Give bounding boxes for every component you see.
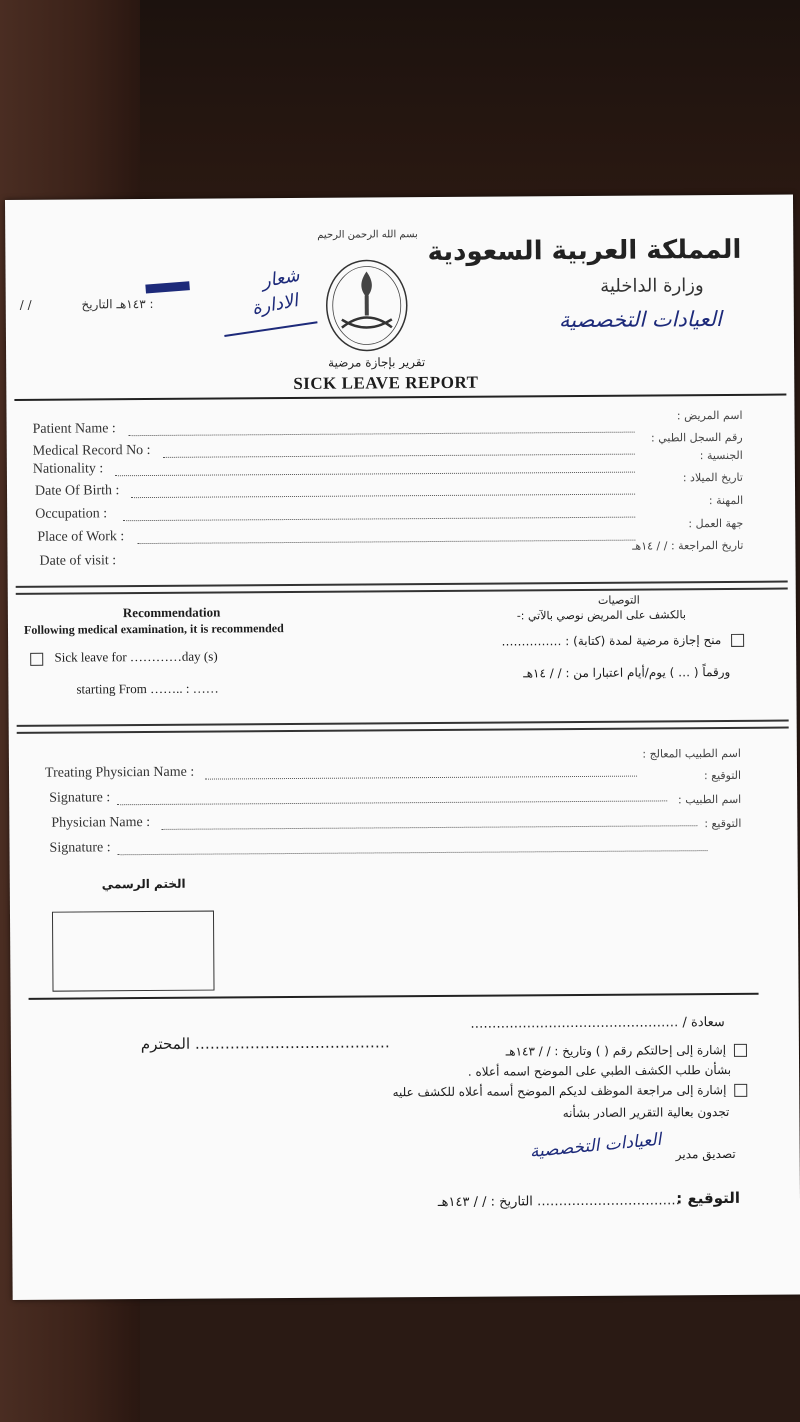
hand-underline <box>224 321 317 337</box>
date-of-visit-label: Date of visit : <box>39 553 117 569</box>
kingdom-title: المملكة العربية السعودية <box>427 234 742 268</box>
patient-name-label-ar: اسم المريض : <box>676 408 743 423</box>
record-no-label-ar: رقم السجل الطبي : <box>650 430 743 445</box>
patient-name-label: Patient Name : <box>32 421 116 437</box>
footer-ref-text: إشارة إلى إحالتكم رقم ( ) وتاريخ : / / ١٤٣هـ <box>505 1042 727 1059</box>
occupation-label: Occupation : <box>35 506 108 522</box>
title-ar: تقرير بإجازة مرضية <box>328 355 426 370</box>
sign-date: …………………………… التاريخ : / / ١٤٣هـ <box>437 1193 681 1211</box>
approval-handwritten: العيادات التخصصية <box>529 1129 663 1163</box>
occupation-line[interactable] <box>123 517 635 522</box>
recommendation-divider <box>17 720 789 734</box>
starting-from: starting From …….. : …… <box>76 680 219 697</box>
patient-name-line[interactable] <box>129 432 635 437</box>
sick-leave-text: Sick leave for …………day (s) <box>54 648 218 665</box>
referral-checkbox[interactable] <box>734 1044 747 1057</box>
saudi-emblem-icon <box>323 257 410 354</box>
sign-label: التوقيع : <box>676 1188 741 1208</box>
header-date <box>20 297 154 312</box>
place-of-work-line[interactable] <box>137 540 635 544</box>
sick-leave-checkbox-ar[interactable] <box>731 634 744 647</box>
occupation-label-ar: المهنة : <box>708 493 744 508</box>
clinic-handwritten: العيادات التخصصية <box>558 306 722 333</box>
footer-respected: ………………………………… المحترم <box>140 1033 390 1054</box>
footer-ref-line3-wrap <box>393 1083 748 1099</box>
recommendation-heading-ar: التوصيات <box>597 593 640 607</box>
ministry-title: وزارة الداخلية <box>600 275 704 297</box>
physician-name-label: Physician Name : <box>51 815 151 831</box>
sick-leave-option <box>30 649 218 666</box>
nationality-line[interactable] <box>115 472 635 477</box>
treating-physician-label: Treating Physician Name : <box>44 764 195 781</box>
recommendation-heading: Recommendation <box>122 604 221 621</box>
footer-greeting: سعادة / ………………………………………… <box>470 1014 725 1032</box>
sick-leave-form <box>5 194 800 1299</box>
place-of-work-label-ar: جهة العمل : <box>688 516 744 531</box>
basmala: بسم الله الرحمن الرحيم <box>317 229 418 241</box>
sick-leave-text-ar: منح إجازة مرضية لمدة (كتابة) : …………… <box>501 633 722 649</box>
signature-2-label-ar: التوقيع : <box>704 816 742 831</box>
header-date-label: التاريخ : <box>81 296 154 312</box>
date-of-visit-label-ar: تاريخ المراجعة : / / ١٤هـ <box>632 538 744 553</box>
sick-leave-option-ar <box>501 633 744 649</box>
signature-2-line[interactable] <box>118 850 708 855</box>
recommendation-subheading-ar: بالكشف على المريض نوصي بالآتي :- <box>516 608 686 623</box>
nationality-label: Nationality : <box>32 461 104 477</box>
place-of-work-label: Place of Work : <box>37 529 125 545</box>
title-en: SICK LEAVE REPORT <box>293 372 479 393</box>
treating-physician-line[interactable] <box>205 776 637 780</box>
approval-label: تصديق مدير <box>675 1146 736 1162</box>
sick-leave-checkbox[interactable] <box>30 652 43 665</box>
header-divider <box>14 394 786 401</box>
header-date-value: / / ١٤٣هـ <box>19 297 146 312</box>
desk-background-top <box>140 0 800 215</box>
footer-ref-line3: إشارة إلى مراجعة الموظف لديكم الموضح أسمه أعلاه للكشف عليه <box>392 1082 727 1100</box>
official-stamp-label: الختم الرسمي <box>101 876 186 892</box>
starting-from-ar: ورقماً ( … ) يوم/أيام اعتبارا من : / / ١٤هـ <box>523 664 731 681</box>
signature-2-label: Signature : <box>49 840 111 856</box>
footer-ref-line <box>506 1043 747 1059</box>
hand-department: الادارة <box>250 290 300 320</box>
physician-divider <box>29 993 759 1000</box>
record-no-label: Medical Record No : <box>32 442 151 459</box>
recommendation-subheading: Following medical examination, it is recommended <box>23 621 284 637</box>
dob-label-ar: تاريخ الميلاد : <box>682 470 743 485</box>
scribble-mark <box>145 281 190 293</box>
review-checkbox[interactable] <box>734 1084 747 1097</box>
dob-label: Date Of Birth : <box>34 483 120 499</box>
patient-divider <box>16 581 788 595</box>
official-stamp-box <box>52 911 215 992</box>
footer-ref-line2: بشأن طلب الكشف الطبي على الموضح اسمه أعلاه . <box>467 1062 732 1079</box>
physician-name-line[interactable] <box>161 825 697 830</box>
signature-1-label-ar: التوقيع : <box>703 768 742 783</box>
treating-physician-label-ar: اسم الطبيب المعالج : <box>642 746 741 761</box>
signature-1-label: Signature : <box>49 790 111 806</box>
physician-name-label-ar: اسم الطبيب : <box>677 792 742 807</box>
hand-note: شعار <box>259 264 302 293</box>
record-no-line[interactable] <box>163 454 635 458</box>
dob-line[interactable] <box>131 494 635 499</box>
footer-ref-line4: تجدون بعالية التقرير الصادر بشأنه <box>562 1104 730 1121</box>
signature-1-line[interactable] <box>117 800 667 805</box>
nationality-label-ar: الجنسية : <box>699 448 743 463</box>
